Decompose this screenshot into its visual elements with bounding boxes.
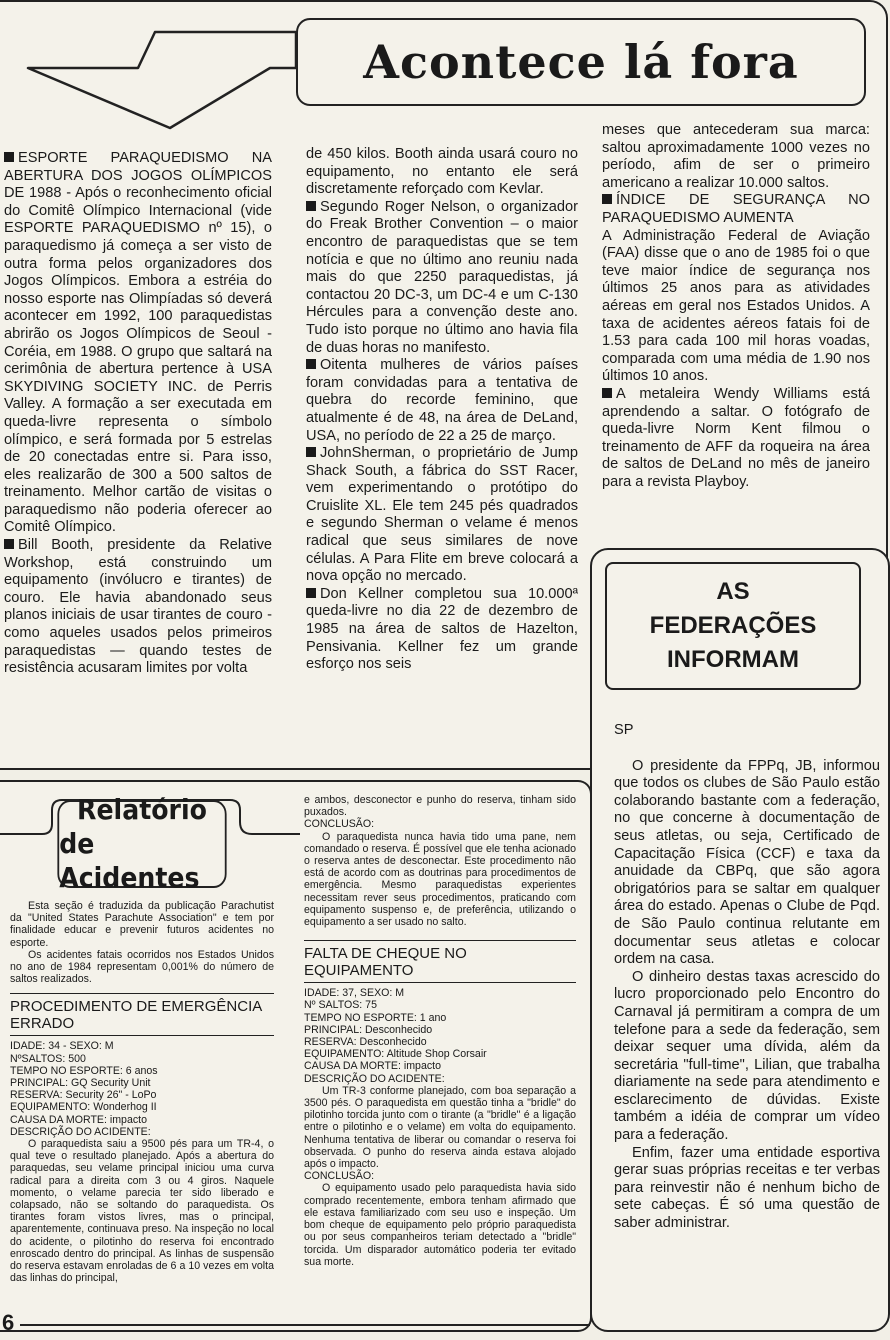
bullet-square-icon (602, 388, 612, 398)
case2-field: CAUSA DA MORTE: impacto (304, 1060, 441, 1073)
case2-conclusion: O equipamento usado pelo paraquedista havia sido comprado recentemente, embora tenham afirmado que ele estava familiarizado com seu uso e inspeção. Um bom cheque de equipamento pelo próprio paraquedista ou por seus companheiros teriam detectado a "bridle" torcida. Um disparador automático poderia ter evitado sua morte. (304, 1182, 576, 1268)
federacoes-paragraph: O presidente da FPPq, JB, informou que todos os clubes de São Paulo estão colaborando bastante com a federação, no que concerne à documentação de seus atletas, ou seja, Certificado de Capacitação Física (CCF) e taxa da anuidade da CBPq, que são agora obrigatórios para se saltar em qualquer área do estado. Apenas o Clube de Pqd. de São Paulo continua relutante em documentar seus atletas e colocar ordem na casa. (614, 757, 880, 968)
case1-fields (10, 1040, 274, 1138)
news-item-sherman: JohnSherman, o proprietário de Jump Shack South, a fábrica do SST Racer, vem experimentando o protótipo do Cruislite XL. Ele tem 245 pés quadrados e segundo Sherman o velame é menos radical que seus similares de nove células. A Para Flite em breve colocará a nova opção no mercado. (306, 445, 578, 585)
bullet-square-icon (4, 152, 14, 162)
relatorio-title-line2: de Acidentes (59, 827, 200, 894)
divider (10, 1035, 274, 1036)
case2-conclusion-label: CONCLUSÃO: (304, 1170, 375, 1183)
case1-field: RESERVA: Security 26" - LoPo (10, 1089, 157, 1102)
fora-column-3 (602, 122, 870, 542)
relatorio-intro-stats: Os acidentes fatais ocorridos nos Estados Unidos no ano de 1984 representam 0,001% do número de saltos realizados. (10, 948, 274, 986)
case2-field: DESCRIÇÃO DO ACIDENTE: (304, 1072, 445, 1085)
case2-description: Um TR-3 conforme planejado, com boa separação a 3500 pés. O paraquedista em questão tinha a "bridle" do pilotinho torcida junto com o tirante (a "bridle" é a ligação entre o pilotinho e o velame) em volta do equipamento. Nenhuma tentativa de liberar ou comandar o reserva foi observada. O punho do reserva ainda estava alojado após o impacto. (304, 1084, 576, 1171)
news-item-nelson: Segundo Roger Nelson, o organizador do Freak Brother Convention – o maior encontro de paraquedistas que se tem notícia e que no último ano reuniu nada mais do que 2250 paraquedistas, já contactou 20 DC-3, um DC-4 e um C-130 Hércules para a convenção deste ano. Tudo isto porque no último ano havia fila de duas horas no manifesto. (306, 198, 578, 356)
case1-field: NºSALTOS: 500 (10, 1052, 86, 1065)
bullet-square-icon (306, 447, 316, 457)
relatorio-title (57, 793, 226, 894)
fora-column-1 (4, 150, 272, 762)
news-item-booth: Bill Booth, presidente da Relative Workshop, está construindo um equipamento (invólucro e tirantes) de couro. Ele havia abandonado seus planos iniciais de usar tirantes de couro - como aqueles usados pelos primeiros paraquedistas — quando testes de resistência acusaram limites por volta (4, 537, 272, 677)
arrow-down-icon (20, 20, 310, 135)
case1-conclusion: O paraquedista nunca havia tido uma pane, nem comandado o reserva. É possível que ele tenha acionado o reserva antes de desconectar. Este procedimento não está de acordo com as doutrinas para procedimentos de emergência. Mesmo paraquedistas experientes necessitam rever seus procedimentos, praticando com equipamento suspenso e, de preferência, utilizando o equipamento a ser usado no salto. (304, 830, 576, 929)
case1-field: DESCRIÇÃO DO ACIDENTE: (10, 1125, 151, 1138)
news-item-kellner: Don Kellner completou sua 10.000ª queda-livre no dia 22 de dezembro de 1985 na área de saltos de Hazelton, Pensivania. Kellner fez um grande esforço nos seis (306, 585, 578, 673)
case2-field: IDADE: 37, SEXO: M (304, 987, 405, 1000)
relatorio-intro: Esta seção é traduzida da publicação Parachutist da "United States Parachute Association" e tem por finalidade educar e prevenir futuros acidentes no esporte. (10, 900, 274, 949)
case1-field: EQUIPAMENTO: Wonderhog II (10, 1101, 157, 1114)
fora-column-2 (306, 146, 578, 760)
federacoes-title-line3: INFORMAM (667, 646, 799, 673)
case2-field: PRINCIPAL: Desconhecido (304, 1023, 433, 1036)
case1-continuation: e ambos, desconector e punho do reserva, tinham sido puxados. (304, 794, 576, 819)
bullet-square-icon (602, 194, 612, 204)
divider (10, 993, 274, 994)
bullet-square-icon (306, 201, 316, 211)
federacoes-title-line2: FEDERAÇÕES (649, 612, 817, 639)
federacoes-title-line1: AS (716, 578, 750, 605)
relatorio-column-2 (304, 794, 576, 1314)
case1-field: PRINCIPAL: GQ Security Unit (10, 1077, 151, 1090)
relatorio-column-1 (10, 900, 274, 1310)
bullet-square-icon (4, 539, 14, 549)
case2-heading: FALTA DE CHEQUE NO EQUIPAMENTO (304, 945, 467, 980)
bullet-square-icon (306, 359, 316, 369)
federacoes-state: SP (614, 722, 634, 738)
page-title: Acontece lá fora (296, 18, 866, 106)
divider (304, 982, 576, 983)
federacoes-paragraph: Enfim, fazer uma entidade esportiva gerar suas próprias receitas e ter verbas para reinvestir não é nenhum bicho de sete cabeças. É só uma questão de saber administrar. (614, 1144, 880, 1232)
federacoes-paragraph: O dinheiro destas taxas acrescido do lucro proporcionado pelo Encontro do Carnaval já permitiram a compra de um telefone para a sede da federação, sem deixar sequer uma dívida, além da secretária "full-time", Lilian, que trabalha diariamente na sede para atendimento e esclarecimento de dúvidas. Existe também a idéia de comprar um vídeo para a federação. (614, 968, 880, 1144)
news-item-oitenta: Oitenta mulheres de vários países foram convidadas para a tentativa de quebra do recorde feminino, que atualmente é de 48, na área de DeLand, USA, no período de 22 a 25 de março. (306, 357, 578, 444)
news-item-wendy: A metaleira Wendy Williams está aprendendo a saltar. O fotógrafo de queda-livre Norm Kent filmou o treinamento de AFF da roqueira na área de saltos de DeLand no mês de janeiro para a revista Playboy. (602, 385, 870, 490)
bullet-square-icon (306, 588, 316, 598)
news-item-olympics: ESPORTE PARAQUEDISMO NA ABERTURA DOS JOGOS OLÍMPICOS DE 1988 - Após o reconhecimento oficial do Comitê Olímpico Internacional (vide ESPORTE PARAQUEDISMO nº 15), o paraquedismo já começa a ser visto de outra forma pelos organizadores dos Jogos Olímpicos. Embora a estréia do nosso esporte nas Olimpíadas só deverá acontecer em 1992, 100 paraquedistas abrirão os Jogos Olímpicos de Seoul - Coréia, em 1988. O grupo que saltará na cerimônia de abertura pertence à USA SKYDIVING SOCIETY INC. de Perris Valley. A formação a ser executada em queda-livre representa o símbolo olímpico, e será formada por 5 estrelas de 20 conectadas entre si. Para isso, eles realizarão de 300 a 500 saltos de treinamento. Melhor cartão de visitas o paraquedismo não poderia oferecer ao Comitê Olímpico. (4, 150, 272, 536)
case1-field: IDADE: 34 - SEXO: M (10, 1040, 114, 1053)
case1-field: TEMPO NO ESPORTE: 6 anos (10, 1064, 158, 1077)
case2-field: Nº SALTOS: 75 (304, 999, 377, 1012)
page-number: 6 (2, 1310, 15, 1335)
case1-description: O paraquedista saiu a 9500 pés para um TR-4, o qual teve o resultado planejado. Após a abertura do paraquedas, seu velame principal iniciou uma curva radical para a direita com 3 ou 4 giros. Naquele momento, o velame parecia ter sido liberado e colapsado, não se soltando do paraquedista. Os tirantes foram vistos livres, mas o principal, aparentemente, continuava preso. Na inspeção no local do acidente, o pilotinho do reserva foi encontrado enroscado dentro do principal. As linhas de suspensão do reserva estavam enroladas de 6 a 10 vezes em volta das linhas do principal, (10, 1138, 274, 1285)
case2-field: TEMPO NO ESPORTE: 1 ano (304, 1011, 447, 1024)
case2-field: EQUIPAMENTO: Altitude Shop Corsair (304, 1048, 487, 1061)
case2-fields (304, 987, 576, 1085)
federacoes-title (605, 562, 861, 690)
news-item-kellner-cont: meses que antecederam sua marca: saltou aproximadamente 1000 vezes no período, afim de ser o primeiro americano a realizar 10.000 saltos. (602, 122, 870, 191)
news-item-booth-cont: de 450 kilos. Booth ainda usará couro no equipamento, no entanto ele será discretamente reforçado com Kevlar. (306, 146, 578, 198)
news-item-faa: A Administração Federal de Aviação (FAA) disse que o ano de 1985 foi o que teve maior índice de segurança nos últimos 25 anos para as atividades aéreas em geral nos Estados Unidos. A taxa de acidentes aéreos fatais foi de 1.53 para cada 100 mil horas voadas, comparada com uma média de 1.90 nos últimos 10 anos. (602, 227, 870, 385)
case1-conclusion-label: CONCLUSÃO: (304, 818, 375, 831)
relatorio-title-line1: Relatório (77, 793, 207, 826)
case1-heading: PROCEDIMENTO DE EMERGÊNCIA ERRADO (10, 998, 262, 1033)
divider (304, 940, 576, 941)
case2-field: RESERVA: Desconhecido (304, 1036, 427, 1049)
case1-field: CAUSA DA MORTE: impacto (10, 1113, 147, 1126)
news-item-faa-heading: ÍNDICE DE SEGURANÇA NO PARAQUEDISMO AUMENTA (602, 192, 870, 226)
federacoes-column (614, 722, 880, 1318)
footer-rule (20, 1324, 590, 1326)
